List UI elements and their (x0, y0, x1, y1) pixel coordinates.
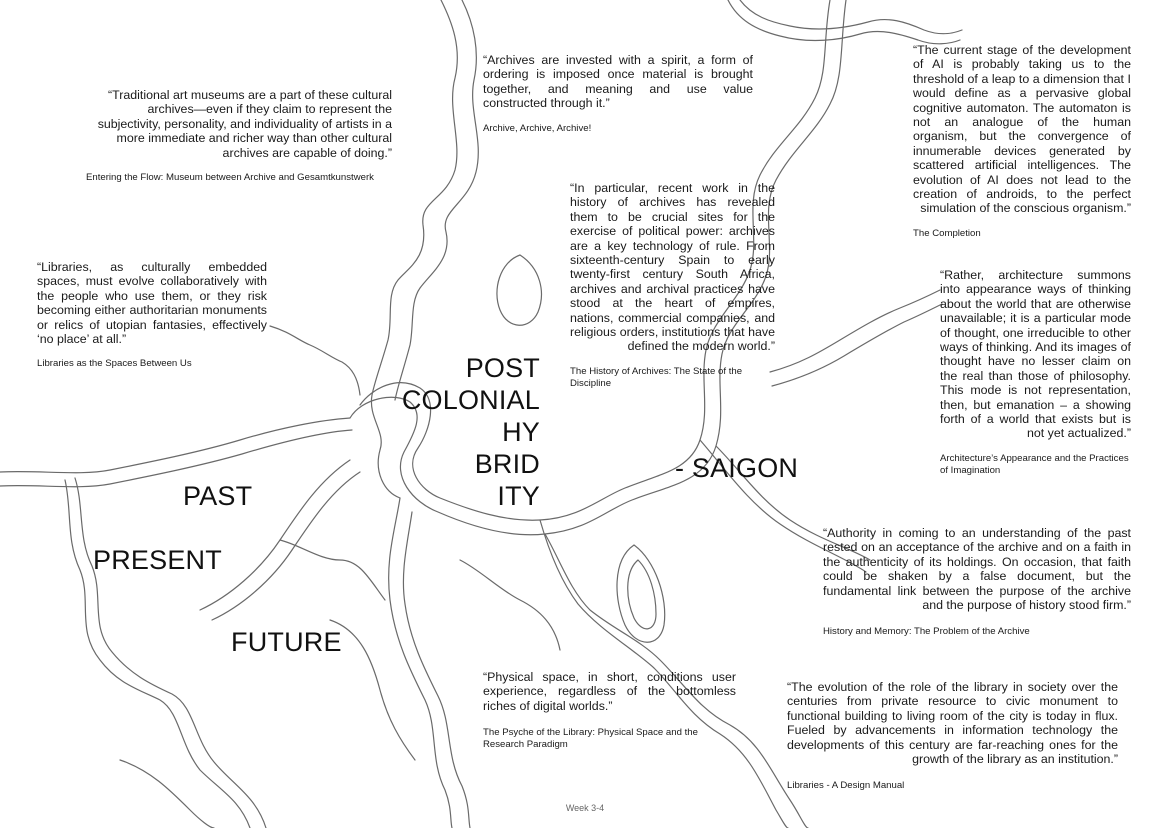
river-bank (0, 430, 352, 487)
river-bank (395, 0, 478, 400)
river-bank (460, 560, 560, 650)
quote-libraries-culturally-embedded: “Libraries, as culturally embedded spaces, must evolve collaboratively with the people who use them, or they risk becoming either authoritarian monuments or relics of utopian fantasies, effectively ‘no place’ at all.” (37, 260, 267, 347)
river-bank (270, 326, 360, 395)
river-bank (740, 0, 962, 34)
quote-history-of-archives: “In particular, recent work in the history of archives has revealed them to be crucial sites for the exercise of political power: archives are a key technology of rule. From sixteenth-century Spain to early twenty-first century South Africa, archives and archival practices have stood at the heart of empires, nations, commercial companies, and religious orders, institutions that have defined the modern world.” (570, 181, 775, 354)
source-entering-the-flow: Entering the Flow: Museum between Archive and Gesamtkunstwerk (86, 172, 374, 183)
river-bank (0, 418, 350, 473)
river-bank (65, 480, 253, 828)
quote-architecture-summons: “Rather, architecture summons into appearance ways of thinking about the world that are otherwise unavailable; it is a particular mode of thought, one irreducible to other ways of thinking. And its images of thought have no lesser claim on the real than those of philosophy. This mode is not representation, then, but emanation – a showing forth of a world that exists but is not yet actualized.” (940, 268, 1131, 441)
timeline-past: PAST (183, 481, 253, 511)
headline-line: BRID (474, 449, 540, 479)
source-archive-archive-archive: Archive, Archive, Archive! (483, 123, 592, 134)
quote-traditional-art-museums: “Traditional art museums are a part of these cultural archives—even if they claim to represent the subjectivity, personality, and individuality of artists in a more immediate and richer way than other cultural archives are capable of doing.” (97, 88, 392, 160)
headline-postcolonial-hybridity (380, 352, 540, 512)
page-footer-week: Week 3-4 (565, 803, 605, 813)
city-label-saigon: - SAIGON (675, 453, 799, 483)
river-bank (389, 498, 452, 828)
quote-evolution-role-library: “The evolution of the role of the library in society over the centuries from private resource to civic monument to functional building to living room of the city is today in flux. Fueled by advancements in information technology the developments of this century are far-reaching ones for the growth of the library as an institution.” (787, 680, 1118, 767)
river-bank (770, 290, 940, 372)
river-bank (628, 560, 656, 629)
source-libraries-spaces-between-us: Libraries as the Spaces Between Us (37, 358, 192, 369)
timeline-present: PRESENT (93, 545, 222, 575)
headline-line: ITY (497, 481, 540, 511)
river-bank (772, 304, 942, 386)
quote-archives-invested-spirit: “Archives are invested with a spirit, a form of ordering is imposed once material is brought together, and meaning and use value constructed through it.” (483, 53, 753, 111)
source-the-completion: The Completion (913, 228, 981, 239)
source-architecture-appearance: Architecture’s Appearance and the Practices of Imagination (940, 453, 1129, 476)
quote-physical-space: “Physical space, in short, conditions user experience, regardless of the bottomless riches of digital worlds.” (483, 670, 736, 713)
river-bank (330, 620, 415, 760)
source-libraries-design-manual: Libraries - A Design Manual (787, 780, 905, 791)
headline-line: COLONIAL (401, 385, 540, 415)
quote-authority-understanding-past: “Authority in coming to an understanding of the past rested on an acceptance of the archive and on a faith in the authenticity of its holdings. On occasion, that faith could be shaken by a false document, but the fundamental link between the purpose of the archive and the purpose of history stood firm.” (823, 526, 1131, 613)
headline-line: HY (502, 417, 540, 447)
quote-current-stage-ai: “The current stage of the development of AI is probably taking us to the threshold of a leap to a dimension that I would define as a pervasive global cognitive automaton. The automaton is not an analogue of the human organism, but the convergence of innumerable devices generated by scattered artificial intelligences. The evolution of AI does not lead to the creation of androids, to the perfect simulation of the conscious organism.” (913, 43, 1131, 216)
source-psyche-of-the-library: The Psyche of the Library: Physical Space and the Research Paradigm (483, 727, 698, 750)
source-history-of-archives: The History of Archives: The State of the Discipline (570, 366, 743, 389)
river-bank (497, 255, 541, 325)
timeline-future: FUTURE (231, 627, 342, 657)
headline-line: POST (465, 353, 540, 383)
river-bank (280, 540, 385, 600)
source-history-and-memory: History and Memory: The Problem of the Archive (823, 626, 1030, 637)
river-bank (403, 512, 470, 828)
